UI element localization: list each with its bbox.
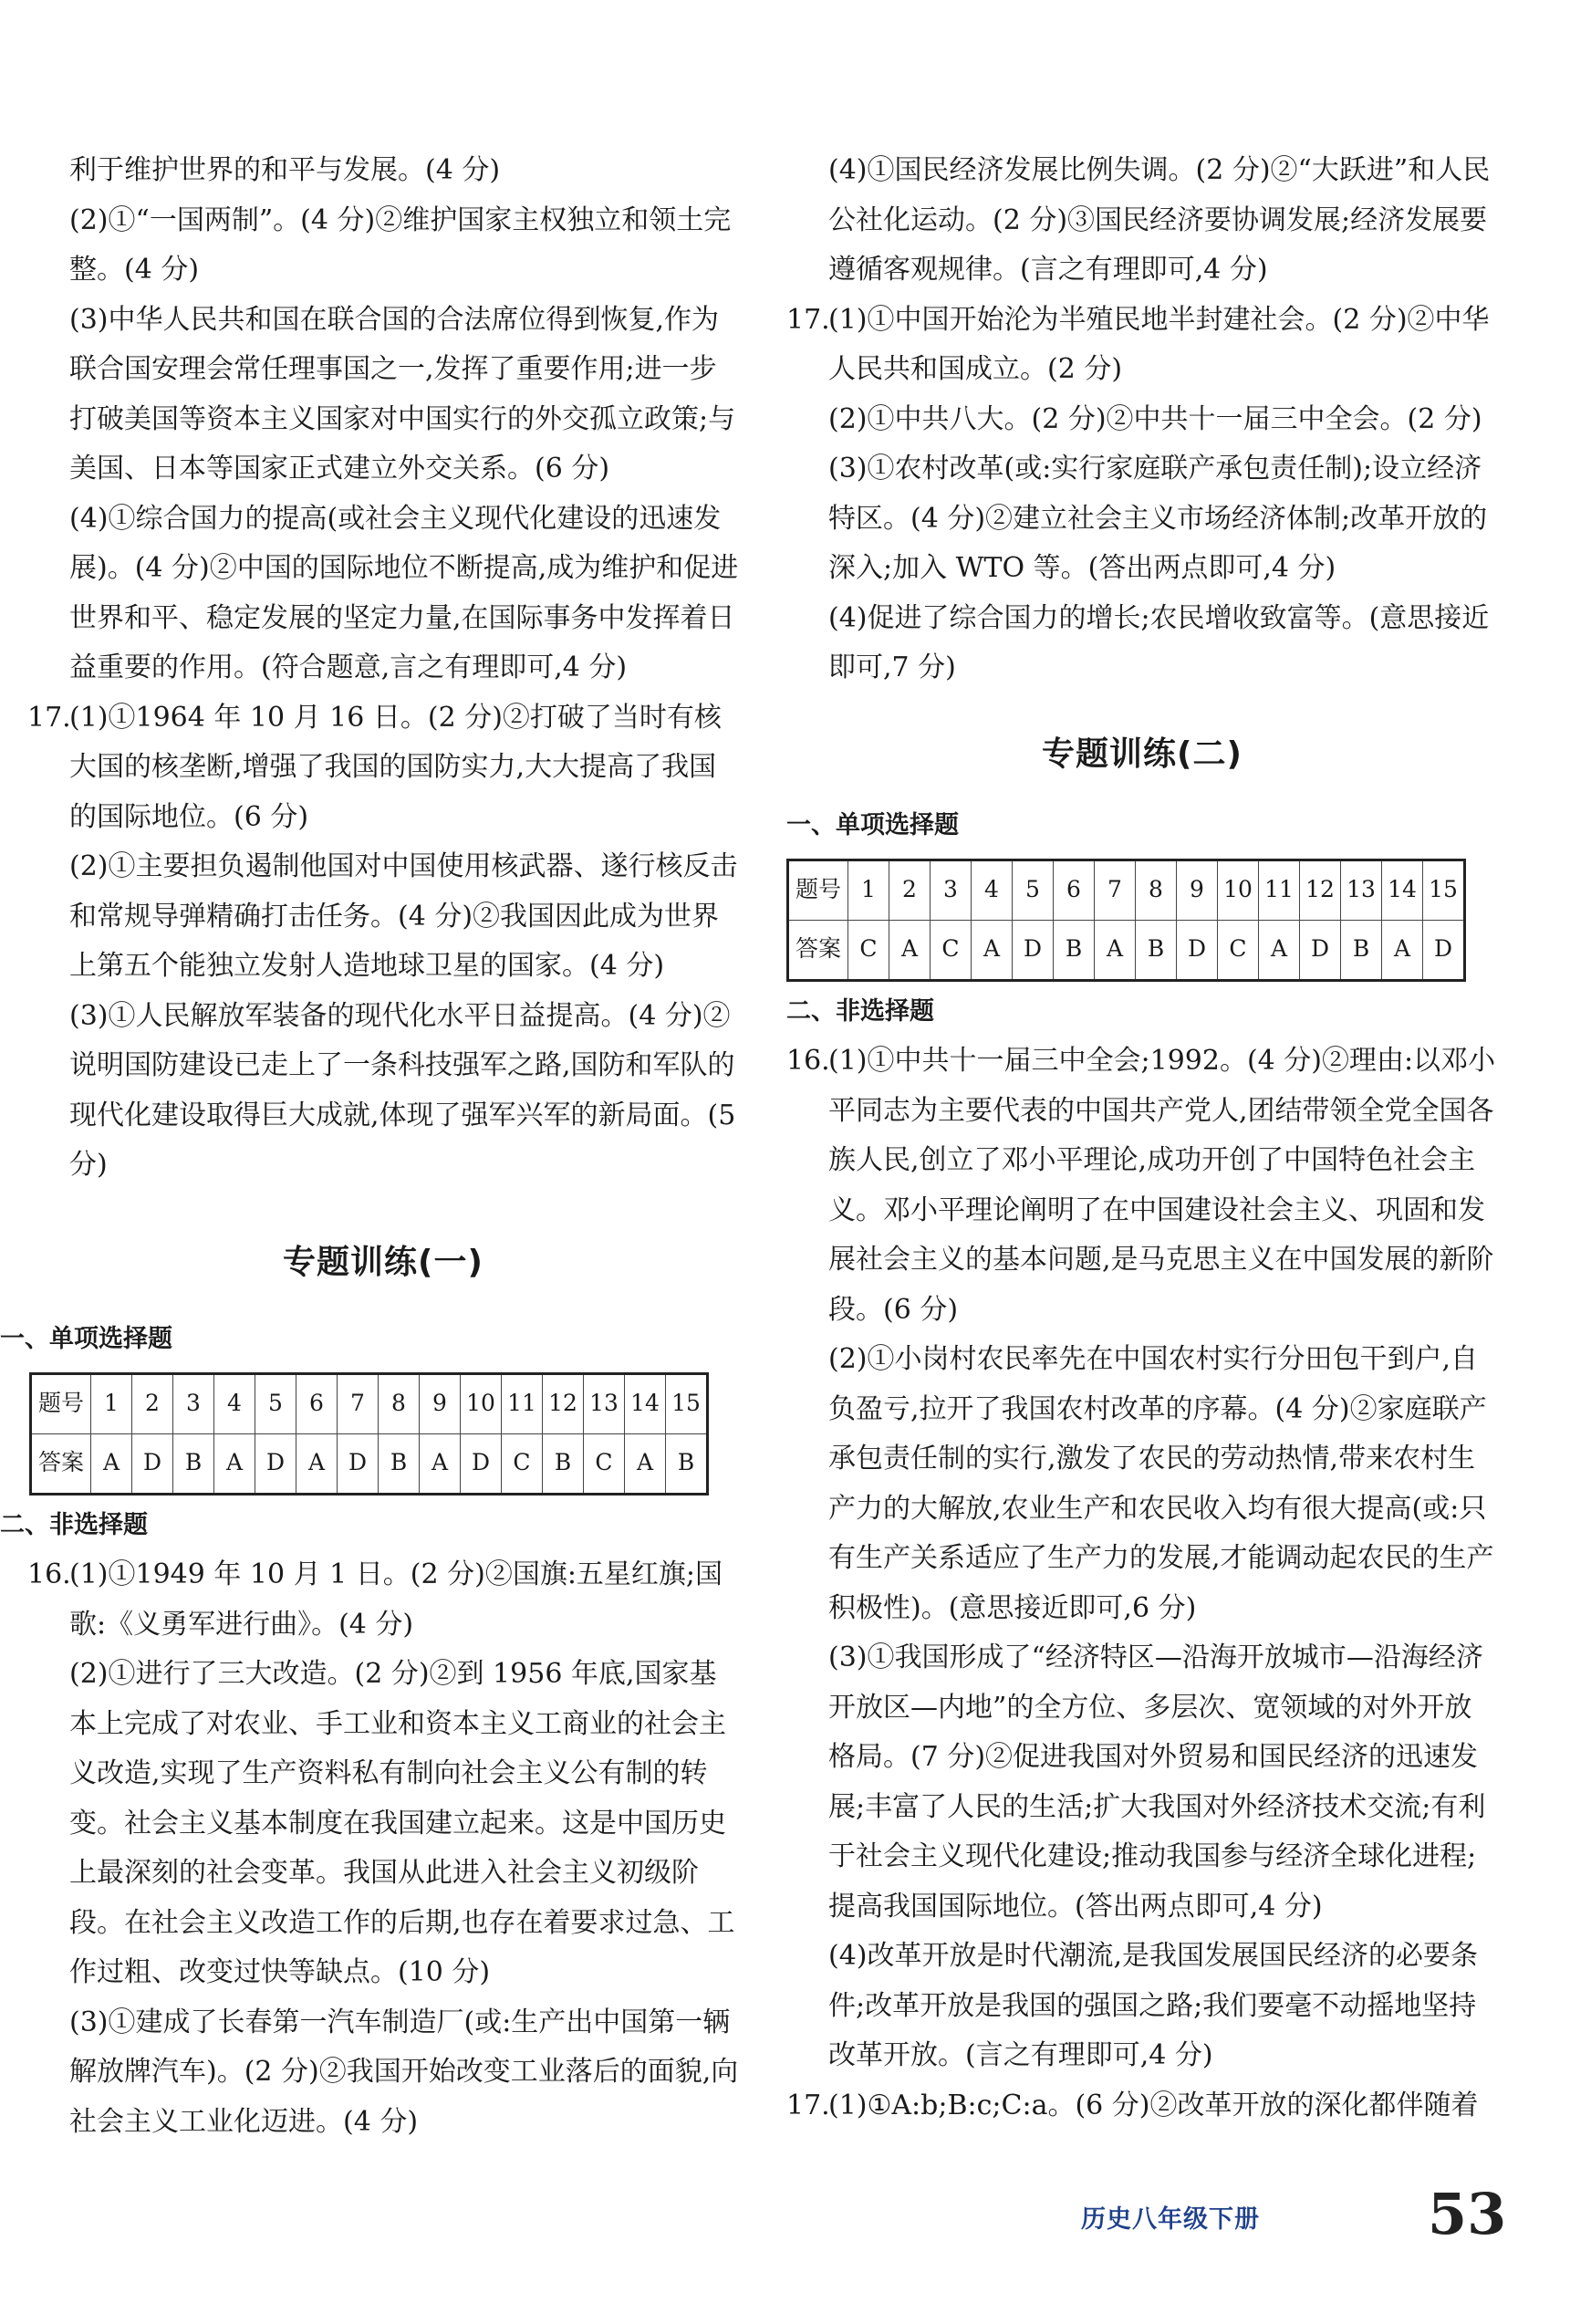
question-17-answer bbox=[786, 2081, 1498, 2131]
table-cell: C bbox=[931, 920, 972, 980]
table-row bbox=[788, 920, 1465, 980]
answer-paragraph: (1)①中共十一届三中全会;1992。(4 分)②理由:以邓小平同志为主要代表的中国共产党人,团结带领全党全国各族人民,创立了邓小平理论,成功开创了中国特色社会主义。邓小平理论阐明了在中国建设社会主义、巩固和发展社会主义的基本问题,是马克思主义在中国发展的新阶段。(6 分) bbox=[828, 1045, 1496, 1326]
answer-paragraph: (2)①进行了三大改造。(2 分)②到 1956 年底,国家基本上完成了对农业、手工业和资本主义工商业的社会主义改造,实现了生产资料私有制向社会主义公有制的转变。社会主义基本制度在我国建立起来。这是中国历史上最深刻的社会变革。我国从此进入社会主义初级阶段。在社会主义改造工作的后期,也存在着要求过急、工作过粗、改变过快等缺点。(10 分) bbox=[69, 1658, 735, 1988]
table-cell: 10 bbox=[461, 1373, 502, 1433]
table-cell: 9 bbox=[420, 1373, 461, 1433]
subsection-heading: 一、单项选择题 bbox=[786, 811, 959, 839]
section-title: 专题训练(二) bbox=[1042, 735, 1242, 773]
table-cell: D bbox=[1013, 920, 1054, 980]
answer-paragraph: (1)①1964 年 10 月 16 日。(2 分)②打破了当时有核大国的核垄断,增强了我国的国防实力,大大提高了我国的国际地位。(6 分) bbox=[69, 701, 722, 833]
table-cell: 15 bbox=[1423, 860, 1465, 920]
table-cell: D bbox=[461, 1433, 502, 1494]
table-cell: 8 bbox=[379, 1373, 420, 1433]
table-cell: A bbox=[214, 1433, 255, 1494]
table-cell: 10 bbox=[1218, 860, 1259, 920]
table-cell: 1 bbox=[848, 860, 889, 920]
table-cell: 6 bbox=[296, 1373, 338, 1433]
table-cell: B bbox=[1054, 920, 1095, 980]
answer-paragraph: (1)①A:b;B:c;C:a。(6 分)②改革开放的深化都伴随着 bbox=[828, 2089, 1479, 2121]
question-17-answer bbox=[27, 693, 739, 1191]
table-row bbox=[31, 1433, 708, 1494]
table-cell: 11 bbox=[502, 1373, 543, 1433]
table-cell: D bbox=[1177, 920, 1218, 980]
table-cell: 7 bbox=[338, 1373, 379, 1433]
table-cell: A bbox=[91, 1433, 132, 1494]
subsection-heading: 二、非选择题 bbox=[786, 996, 934, 1026]
page-number: 53 bbox=[1428, 2181, 1507, 2247]
table-cell: 2 bbox=[889, 860, 931, 920]
table-cell: 14 bbox=[1382, 860, 1423, 920]
table-cell: A bbox=[889, 920, 931, 980]
answer-paragraph: (3)①建成了长春第一汽车制造厂(或:生产出中国第一辆解放牌汽车)。(2 分)②我国开始改变工业落后的面貌,向社会主义工业化迈进。(4 分) bbox=[69, 2006, 739, 2138]
table-cell: 3 bbox=[931, 860, 972, 920]
table-cell: D bbox=[338, 1433, 379, 1494]
answer-paragraph: (4)①综合国力的提高(或社会主义现代化建设的迅速发展)。(4 分)②中国的国际地位不断提高,成为维护和促进世界和平、稳定发展的坚定力量,在国际事务中发挥着日益重要的作用。(符合题意,言之有理即可,4 分) bbox=[69, 502, 739, 683]
table-cell: C bbox=[502, 1433, 543, 1494]
table-cell: A bbox=[1095, 920, 1136, 980]
table-cell: D bbox=[132, 1433, 173, 1494]
answer-paragraph: (2)①中共八大。(2 分)②中共十一届三中全会。(2 分) bbox=[828, 402, 1482, 435]
table-cell: 15 bbox=[666, 1373, 708, 1433]
table-cell: 1 bbox=[91, 1373, 132, 1433]
table-cell: A bbox=[625, 1433, 666, 1494]
question-number: 17. bbox=[786, 303, 830, 336]
table-cell: B bbox=[1136, 920, 1177, 980]
answer-paragraph: (2)①小岗村农民率先在中国农村实行分田包干到户,自负盈亏,拉开了我国农村改革的序幕。(4 分)②家庭联产承包责任制的实行,激发了农民的劳动热情,带来农村生产力的大解放,农业生产和农民收入均有很大提高(或:只有生产关系适应了生产力的发展,才能调动起农民的生产积极性)。(意思接近即可,6 分) bbox=[828, 1343, 1494, 1624]
table-cell: 5 bbox=[1013, 860, 1054, 920]
table-cell: 9 bbox=[1177, 860, 1218, 920]
question-number: 17. bbox=[786, 2089, 830, 2121]
table-cell: 12 bbox=[1300, 860, 1341, 920]
table-cell: 3 bbox=[173, 1373, 214, 1433]
subsection-heading: 一、单项选择题 bbox=[0, 1325, 172, 1353]
answer-paragraph: (1)①1949 年 10 月 1 日。(2 分)②国旗:五星红旗;国歌:《义勇军进行曲》。(4 分) bbox=[69, 1558, 723, 1641]
table-header-cell: 答案 bbox=[31, 1433, 91, 1494]
answer-paragraph: (2)①“一国两制”。(4 分)②维护国家主权独立和领土完整。(4 分) bbox=[69, 203, 732, 286]
answer-paragraph: (3)①人民解放军装备的现代化水平日益提高。(4 分)②说明国防建设已走上了一条科技强军之路,国防和军队的现代化建设取得巨大成就,体现了强军兴军的新局面。(5 分) bbox=[69, 999, 736, 1181]
table-cell: 4 bbox=[214, 1373, 255, 1433]
table-cell: A bbox=[972, 920, 1013, 980]
answer-paragraph: (3)中华人民共和国在联合国的合法席位得到恢复,作为联合国安理会常任理事国之一,发挥了重要作用;进一步打破美国等资本主义国家对中国实行的外交孤立政策;与美国、日本等国家正式建立外交关系。(6 分) bbox=[69, 303, 736, 485]
table-cell: C bbox=[1218, 920, 1259, 980]
table-cell: C bbox=[584, 1433, 625, 1494]
table-cell: 13 bbox=[584, 1373, 625, 1433]
subsection-heading: 二、非选择题 bbox=[0, 1510, 148, 1539]
question-number: 17. bbox=[27, 701, 71, 734]
table-row bbox=[788, 860, 1465, 920]
question-number: 16. bbox=[786, 1045, 830, 1077]
table-cell: B bbox=[1341, 920, 1382, 980]
question-16-answer bbox=[27, 1550, 739, 2147]
table-cell: D bbox=[1423, 920, 1465, 980]
table-cell: 4 bbox=[972, 860, 1013, 920]
table-cell: 11 bbox=[1259, 860, 1300, 920]
table-cell: 2 bbox=[132, 1373, 173, 1433]
table-cell: A bbox=[296, 1433, 338, 1494]
table-cell: 14 bbox=[625, 1373, 666, 1433]
answer-paragraph: (2)①主要担负遏制他国对中国使用核武器、遂行核反击和常规导弹精确打击任务。(4 分)②我国因此成为世界上第五个能独立发射人造地球卫星的国家。(4 分) bbox=[69, 850, 738, 982]
answer-paragraph: (4)改革开放是时代潮流,是我国发展国民经济的必要条件;改革开放是我国的强国之路;我们要毫不动摇地坚持改革开放。(言之有理即可,4 分) bbox=[828, 1940, 1479, 2071]
answer-paragraph: (1)①中国开始沦为半殖民地半封建社会。(2 分)②中华人民共和国成立。(2 分) bbox=[828, 303, 1490, 385]
table-cell: 6 bbox=[1054, 860, 1095, 920]
table-cell: 12 bbox=[543, 1373, 584, 1433]
answer-paragraph: (4)促进了综合国力的增长;农民增收致富等。(意思接近即可,7 分) bbox=[828, 601, 1490, 683]
table-header-cell: 题号 bbox=[31, 1373, 91, 1433]
table-cell: C bbox=[848, 920, 889, 980]
table-cell: 13 bbox=[1341, 860, 1382, 920]
section-title: 专题训练(一) bbox=[283, 1243, 483, 1281]
table-cell: B bbox=[379, 1433, 420, 1494]
table-cell: B bbox=[666, 1433, 708, 1494]
table-cell: B bbox=[543, 1433, 584, 1494]
table-header-cell: 答案 bbox=[788, 920, 848, 980]
question-number: 16. bbox=[27, 1558, 71, 1590]
answer-paragraph: (3)①我国形成了“经济特区—沿海开放城市—沿海经济开放区—内地”的全方位、多层次、宽领域的对外开放格局。(7 分)②促进我国对外贸易和国民经济的迅速发展;丰富了人民的生活;扩大我国对外经济技术交流;有利于社会主义现代化建设;推动我国参与经济全球化进程;提高我国国际地位。(答出两点即可,4 分) bbox=[828, 1641, 1486, 1923]
answer-paragraph: (3)①农村改革(或:实行家庭联产承包责任制);设立经济特区。(4 分)②建立社会主义市场经济体制;改革开放的深入;加入 WTO 等。(答出两点即可,4 分) bbox=[828, 453, 1488, 584]
table-cell: 5 bbox=[255, 1373, 296, 1433]
table-cell: 7 bbox=[1095, 860, 1136, 920]
answer-table-2 bbox=[786, 859, 1466, 982]
answer-paragraph: (4)①国民经济发展比例失调。(2 分)②“大跃进”和人民公社化运动。(2 分)③国民经济要协调发展;经济发展要遵循客观规律。(言之有理即可,4 分) bbox=[828, 154, 1491, 286]
answer-table-1 bbox=[29, 1372, 709, 1495]
right-column bbox=[786, 146, 1498, 2131]
table-cell: D bbox=[1300, 920, 1341, 980]
footer-subject: 历史八年级下册 bbox=[1081, 2205, 1260, 2234]
table-cell: B bbox=[173, 1433, 214, 1494]
table-cell: A bbox=[420, 1433, 461, 1494]
question-17-answer bbox=[786, 296, 1498, 693]
table-cell: A bbox=[1259, 920, 1300, 980]
table-cell: 8 bbox=[1136, 860, 1177, 920]
left-column bbox=[0, 146, 739, 2147]
table-header-cell: 题号 bbox=[788, 860, 848, 920]
table-cell: D bbox=[255, 1433, 296, 1494]
table-row bbox=[31, 1373, 708, 1433]
table-cell: A bbox=[1382, 920, 1423, 980]
question-16-answer bbox=[786, 1037, 1498, 2081]
answer-paragraph: 利于维护世界的和平与发展。(4 分) bbox=[69, 154, 501, 186]
